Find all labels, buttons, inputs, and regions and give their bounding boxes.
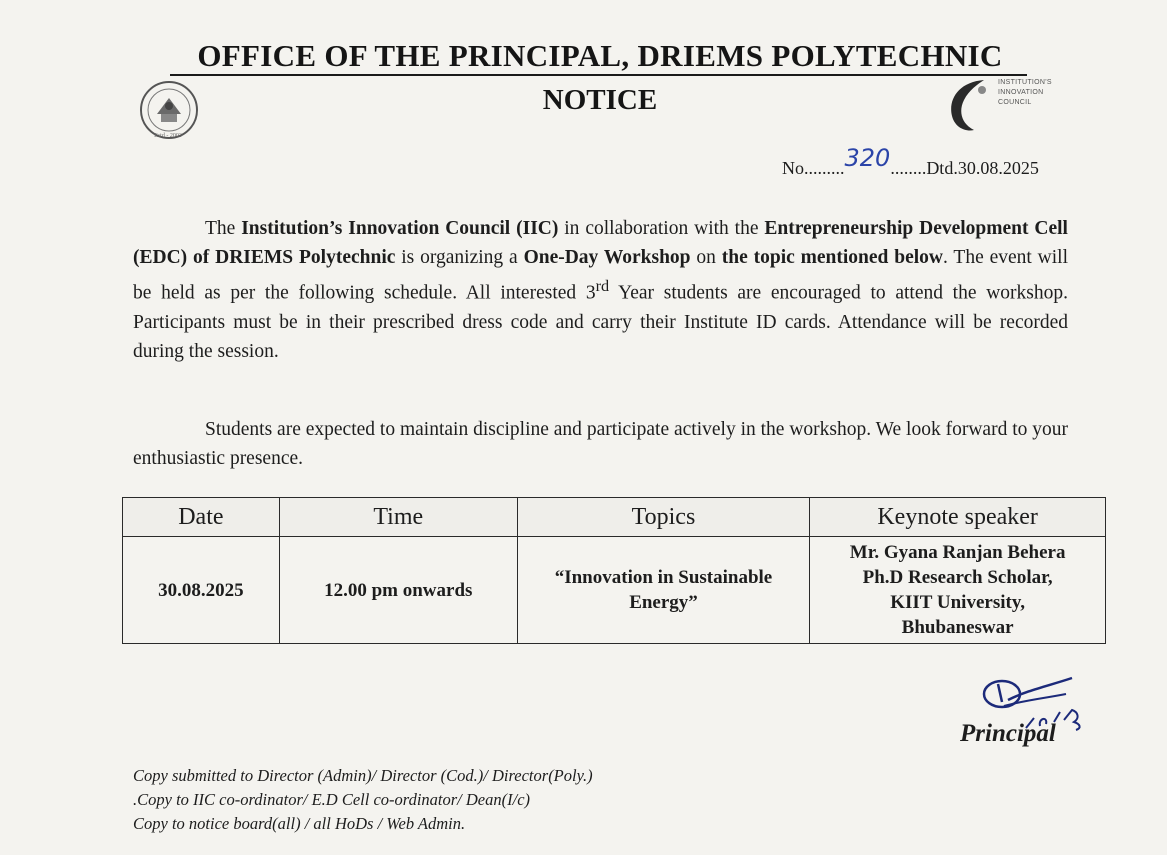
handwritten-number: 320	[844, 144, 891, 172]
office-title: OFFICE OF THE PRINCIPAL, DRIEMS POLYTECHNIC	[197, 38, 1003, 73]
title-underline	[170, 74, 1027, 76]
text-run: in collaboration with the	[558, 218, 765, 239]
iic-logo-text	[998, 78, 1088, 108]
speaker-line: KIIT University,	[890, 592, 1026, 613]
notice-heading: NOTICE	[542, 84, 658, 116]
bold-text-run: Institution’s Innovation Council (IIC)	[241, 218, 559, 239]
text-run: Students are expected to maintain discipline and participate actively in the workshop. We look forward to your enthusiastic presence.	[133, 419, 1068, 469]
cell-topic: “Innovation in Sustainable Energy”	[517, 537, 810, 644]
reference-line	[782, 144, 1082, 180]
number-dots: ........	[808, 158, 845, 178]
iic-logo-line: INSTITUTION'S	[998, 79, 1052, 86]
notice-date: Dtd.30.08.2025	[926, 158, 1039, 178]
text-run: on	[690, 247, 722, 268]
schedule-table	[122, 497, 1106, 644]
cell-time: 12.00 pm onwards	[279, 537, 517, 644]
cell-speaker	[810, 537, 1106, 644]
number-label: No.	[782, 158, 809, 178]
bold-text-run: One-Day Workshop	[523, 247, 691, 268]
header-date: Date	[123, 498, 280, 537]
header-keynote-speaker: Keynote speaker	[810, 498, 1106, 537]
speaker-line: Mr. Gyana Ranjan Behera	[849, 542, 1066, 563]
text-run: is organizing a	[395, 247, 524, 268]
speaker-line: Bhubaneswar	[901, 617, 1014, 638]
header-topics: Topics	[517, 498, 810, 537]
text-run: . The event will be held as per the following schedule. All interested 3	[133, 247, 1069, 304]
list-item: Copy submitted to Director (Admin)/ Director (Cod.)/ Director(Poly.)	[133, 766, 593, 785]
list-item: Copy to notice board(all) / all HoDs / Web Admin.	[133, 814, 466, 833]
table-header-row	[123, 498, 1106, 537]
speaker-line: Ph.D Research Scholar,	[862, 567, 1053, 588]
superscript: rd	[595, 277, 610, 295]
number-dots: ........	[890, 158, 927, 178]
list-item: .Copy to IIC co-ordinator/ E.D Cell co-ordinator/ Dean(I/c)	[133, 790, 531, 809]
principal-label: Principal	[960, 720, 1056, 747]
iic-logo-icon	[944, 76, 998, 134]
iic-logo-line: COUNCIL	[998, 99, 1032, 106]
text-run: The	[205, 218, 242, 239]
text-run: Year students are encouraged to attend the workshop. Participants must be in their prescribed dress code and carry their Institute ID cards. Attendance will be recorded during the session.	[133, 282, 1068, 362]
cell-date: 30.08.2025	[123, 537, 280, 644]
bold-text-run: the topic mentioned below	[721, 247, 944, 268]
notice-paragraph-1	[133, 214, 1068, 366]
table-row	[123, 537, 1106, 644]
notice-paragraph-2	[133, 415, 1068, 473]
seal-caption: Estd - 2003	[154, 133, 182, 139]
iic-logo-line: INNOVATION	[998, 89, 1044, 96]
bold-text-run: Entrepreneurship Development Cell (EDC) of DRIEMS Polytechnic	[133, 218, 1068, 268]
copy-distribution-list	[133, 764, 833, 836]
header-time: Time	[279, 498, 517, 537]
